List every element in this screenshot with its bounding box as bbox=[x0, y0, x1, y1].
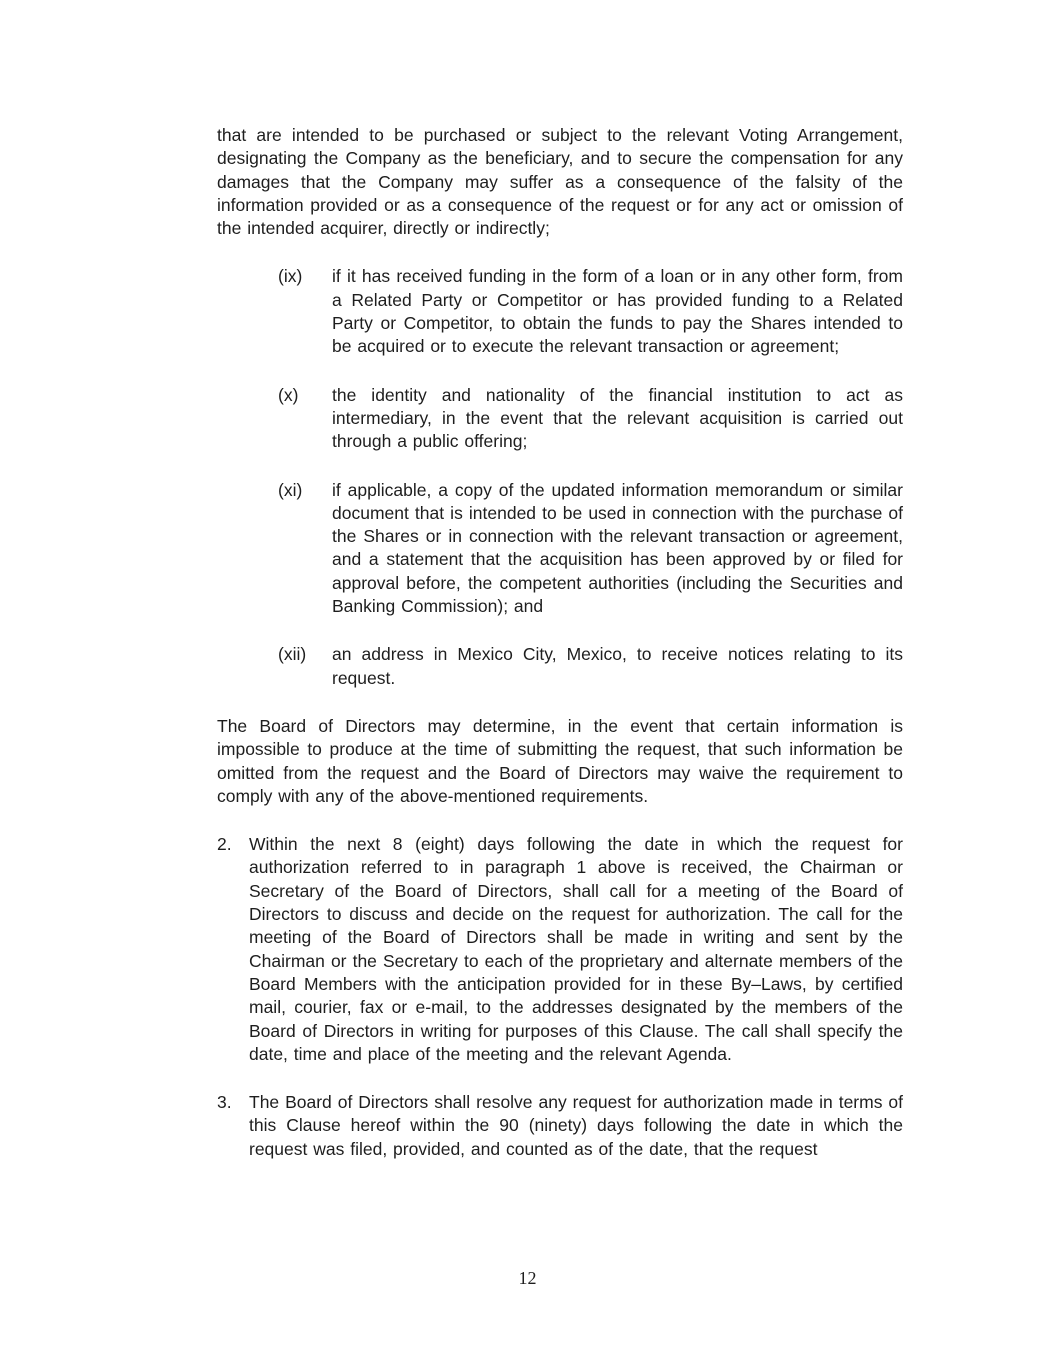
list-item-ix bbox=[278, 265, 903, 358]
list-item-xi bbox=[278, 479, 903, 619]
list-item-x bbox=[278, 384, 903, 454]
list-text-ix: if it has received funding in the form of a loan or in any other form, from a Related Party or Competitor or has provided funding to a Related Party or Competitor, to obtain the funds to pay the Shares intended to be acquired or to execute the relevant transaction or agreement; bbox=[332, 266, 903, 357]
numbered-item-3 bbox=[217, 1091, 903, 1161]
numbered-item-2 bbox=[217, 833, 903, 1066]
board-determination-paragraph: The Board of Directors may determine, in the event that certain information is impossible to produce at the time of submitting the request, that such information be omitted from the request and the Board of Directors may waive the requirement to comply with any of the above-mentioned requirements. bbox=[217, 715, 903, 806]
list-marker-xi: (xi) bbox=[278, 479, 303, 500]
numbered-text-2: Within the next 8 (eight) days following the date in which the request for authorization referred to in paragraph 1 above is received, the Chairman or Secretary of the Board of Directors, shall call for a meeting of the Board of Directors to discuss and decide on the request for authorization. The call for the meeting of the Board of Directors shall be made in writing and sent by the Chairman or the Secretary to each of the proprietary and alternate members of the Board Members with the anticipation provided for in these By–Laws, by certified mail, courier, fax or e-mail, to the addresses designated by the members of the Board of Directors in writing for purposes of this Clause. The call shall specify the date, time and place of the meeting and the relevant Agenda. bbox=[249, 834, 903, 1064]
list-marker-x: (x) bbox=[278, 384, 299, 405]
numbered-text-3: The Board of Directors shall resolve any request for authorization made in terms of this Clause hereof within the 90 (ninety) days following the date in which the request was filed, provided, and counted as of the date, that the request bbox=[249, 1092, 903, 1159]
document-body bbox=[217, 124, 903, 1186]
list-item-xii bbox=[278, 643, 903, 690]
page-number: 12 bbox=[518, 1268, 537, 1288]
list-marker-xii: (xii) bbox=[278, 644, 307, 665]
list-text-xii: an address in Mexico City, Mexico, to receive notices relating to its request. bbox=[332, 644, 903, 688]
list-text-x: the identity and nationality of the financial institution to act as intermediary, in the event that the relevant acquisition is carried out through a public offering; bbox=[332, 384, 903, 452]
list-marker-ix: (ix) bbox=[278, 266, 303, 287]
continuation-paragraph: that are intended to be purchased or subject to the relevant Voting Arrangement, designating the Company as the beneficiary, and to secure the compensation for any damages that the Company may suffer as a consequence of the falsity of the information provided or as a consequence of the request or for any act or omission of the intended acquirer, directly or indirectly; bbox=[217, 125, 903, 239]
list-text-xi: if applicable, a copy of the updated information memorandum or similar document that is intended to be used in connection with the purchase of the Shares or in connection with the relevant transaction or agreement, and a statement that the acquisition has been approved by or filed for approval before, the competent authorities (including the Securities and Banking Commission); and bbox=[332, 479, 903, 617]
numbered-marker-2: 2. bbox=[217, 834, 232, 855]
numbered-marker-3: 3. bbox=[217, 1092, 232, 1113]
